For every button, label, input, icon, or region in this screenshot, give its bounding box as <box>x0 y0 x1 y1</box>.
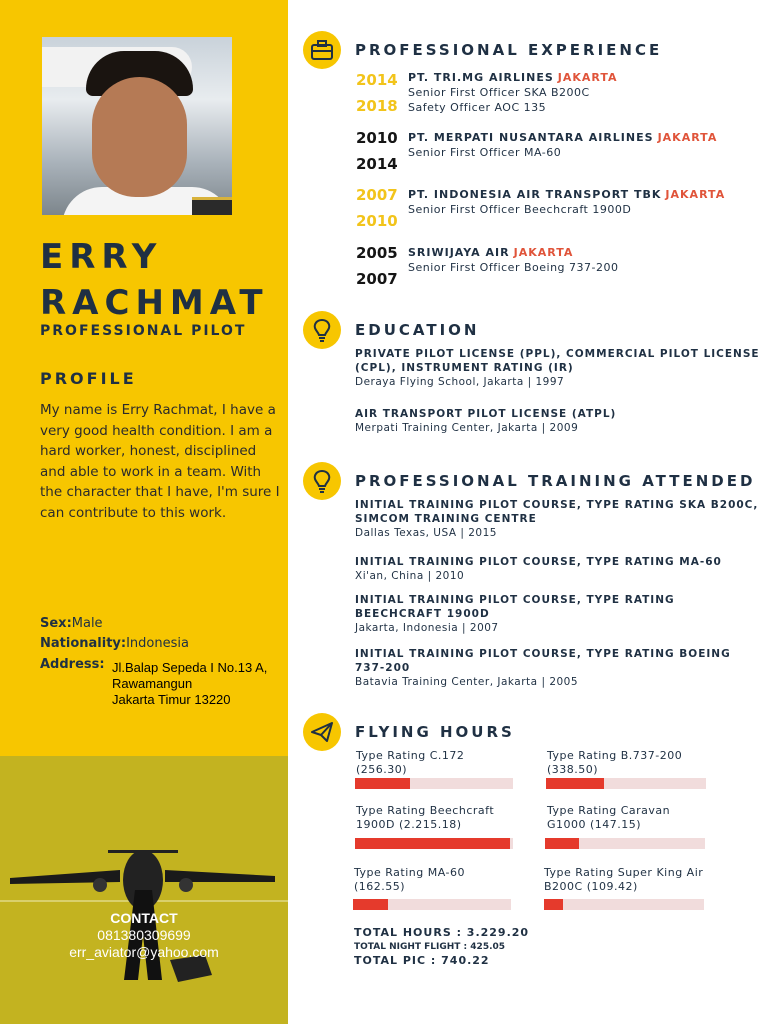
last-name: RACHMAT <box>40 283 269 323</box>
experience-city: JAKARTA <box>665 188 726 201</box>
flying-hours-bar-fill <box>545 838 579 849</box>
flying-hours-value: G1000 (147.15) <box>547 818 642 831</box>
flying-hours-item <box>356 804 494 832</box>
training-title: INITIAL TRAINING PILOT COURSE, TYPE RATING BEECHCRAFT 1900D <box>355 594 675 620</box>
training-title: INITIAL TRAINING PILOT COURSE, TYPE RATING SKA B200C, SIMCOM TRAINING CENTRE <box>355 499 759 525</box>
experience-city: JAKARTA <box>513 246 574 259</box>
experience-role: Senior First Officer MA-60 <box>408 146 562 159</box>
total-night-flight: TOTAL NIGHT FLIGHT : 425.05 <box>354 942 506 952</box>
contact-block <box>0 910 288 961</box>
flying-hours-bar <box>546 778 706 789</box>
training-item <box>355 555 765 583</box>
experience-details <box>408 187 725 217</box>
flying-hours-item <box>544 866 703 894</box>
experience-details <box>408 70 618 115</box>
address-line: Jakarta Timur 13220 <box>112 692 231 707</box>
total-hours: TOTAL HOURS : 3.229.20 <box>354 926 530 939</box>
first-name: ERRY <box>40 237 163 277</box>
flying-hours-label: Type Rating B.737-200 <box>547 749 683 762</box>
experience-role: Senior First Officer SKA B200C <box>408 86 590 99</box>
experience-end-year: 2007 <box>356 270 398 288</box>
contact-phone[interactable]: 081380309699 <box>97 927 191 943</box>
training-item <box>355 498 765 540</box>
experience-end-year: 2018 <box>356 97 398 115</box>
flying-hours-label: Type Rating MA-60 <box>354 866 465 879</box>
flying-hours-value: (162.55) <box>354 880 406 893</box>
sex-info <box>40 616 103 631</box>
training-item <box>355 647 765 689</box>
nationality-label: Nationality: <box>40 636 127 651</box>
experience-company: PT. TRI.MG AIRLINES <box>408 71 554 84</box>
flying-hours-value: (338.50) <box>547 763 599 776</box>
training-heading: PROFESSIONAL TRAINING ATTENDED <box>355 472 756 490</box>
experience-start-year: 2010 <box>356 129 398 147</box>
address-label: Address: <box>40 657 105 672</box>
address-line: Rawamangun <box>112 676 193 691</box>
flying-hours-value: B200C (109.42) <box>544 880 638 893</box>
experience-start-year: 2014 <box>356 71 398 89</box>
experience-city: JAKARTA <box>557 71 618 84</box>
total-pic: TOTAL PIC : 740.22 <box>354 954 490 967</box>
paper-plane-icon <box>303 713 341 751</box>
main-content <box>300 0 768 1024</box>
flying-hours-item <box>547 804 670 832</box>
sex-value: Male <box>71 616 103 631</box>
experience-company: PT. INDONESIA AIR TRANSPORT TBK <box>408 188 662 201</box>
nationality-info <box>40 636 189 651</box>
flying-hours-heading: FLYING HOURS <box>355 723 515 741</box>
education-detail: Merpati Training Center, Jakarta | 2009 <box>355 422 579 434</box>
experience-city: JAKARTA <box>657 131 718 144</box>
training-title: INITIAL TRAINING PILOT COURSE, TYPE RATING BOEING 737-200 <box>355 648 731 674</box>
profile-photo <box>42 37 232 215</box>
flying-hours-bar <box>355 838 513 849</box>
flying-hours-item <box>547 749 682 777</box>
experience-role: Senior First Officer Beechcraft 1900D <box>408 203 632 216</box>
sex-label: Sex: <box>40 616 72 631</box>
flying-hours-item <box>354 866 465 894</box>
experience-role: Senior First Officer Boeing 737-200 <box>408 261 619 274</box>
contact-email[interactable]: err_aviator@yahoo.com <box>69 944 219 960</box>
lightbulb-icon <box>303 462 341 500</box>
education-heading: EDUCATION <box>355 321 480 339</box>
lightbulb-icon <box>303 311 341 349</box>
flying-hours-bar <box>544 899 704 910</box>
flying-hours-totals <box>354 926 529 967</box>
flying-hours-item <box>356 749 464 777</box>
briefcase-icon <box>303 31 341 69</box>
education-item <box>355 407 765 435</box>
flying-hours-bar-fill <box>546 778 604 789</box>
address-line: Jl.Balap Sepeda I No.13 A, <box>112 660 268 675</box>
flying-hours-value: (256.30) <box>356 763 408 776</box>
education-title: PRIVATE PILOT LICENSE (PPL), COMMERCIAL PILOT LICENSE (CPL), INSTRUMENT RATING (IR) <box>355 348 760 374</box>
training-detail: Xi'an, China | 2010 <box>355 570 465 582</box>
experience-heading: PROFESSIONAL EXPERIENCE <box>355 41 663 59</box>
experience-start-year: 2007 <box>356 186 398 204</box>
experience-end-year: 2010 <box>356 212 398 230</box>
flying-hours-label: Type Rating Beechcraft <box>356 804 495 817</box>
education-title: AIR TRANSPORT PILOT LICENSE (ATPL) <box>355 408 617 420</box>
address-lines <box>112 660 267 708</box>
training-detail: Jakarta, Indonesia | 2007 <box>355 622 499 634</box>
training-title: INITIAL TRAINING PILOT COURSE, TYPE RATING MA-60 <box>355 556 722 568</box>
flying-hours-label: Type Rating Super King Air <box>544 866 704 879</box>
experience-end-year: 2014 <box>356 155 398 173</box>
training-detail: Batavia Training Center, Jakarta | 2005 <box>355 676 579 688</box>
flying-hours-bar-fill <box>355 778 410 789</box>
experience-company: PT. MERPATI NUSANTARA AIRLINES <box>408 131 654 144</box>
training-item <box>355 593 765 635</box>
flying-hours-label: Type Rating C.172 <box>356 749 465 762</box>
flying-hours-bar-fill <box>355 838 510 849</box>
profile-heading: PROFILE <box>40 369 137 388</box>
experience-company: SRIWIJAYA AIR <box>408 246 510 259</box>
contact-heading: CONTACT <box>110 910 178 926</box>
training-detail: Dallas Texas, USA | 2015 <box>355 527 497 539</box>
experience-start-year: 2005 <box>356 244 398 262</box>
sidebar <box>0 0 288 1024</box>
flying-hours-bar <box>355 778 513 789</box>
education-detail: Deraya Flying School, Jakarta | 1997 <box>355 376 565 388</box>
profile-text: My name is Erry Rachmat, I have a very good health condition. I am a hard worker, honest, disciplined and able to work in a team. With the character that I have, I'm sure I can contribute to this work. <box>40 402 280 521</box>
flying-hours-label: Type Rating Caravan <box>547 804 671 817</box>
nationality-value: Indonesia <box>126 636 189 651</box>
experience-details <box>408 245 618 275</box>
flying-hours-bar-fill <box>353 899 388 910</box>
flying-hours-bar-fill <box>544 899 563 910</box>
flying-hours-bar <box>353 899 511 910</box>
experience-details <box>408 130 717 160</box>
job-title: PROFESSIONAL PILOT <box>40 323 247 339</box>
experience-role: Safety Officer AOC 135 <box>408 101 547 114</box>
flying-hours-bar <box>545 838 705 849</box>
education-item <box>355 347 765 389</box>
flying-hours-value: 1900D (2.215.18) <box>356 818 462 831</box>
